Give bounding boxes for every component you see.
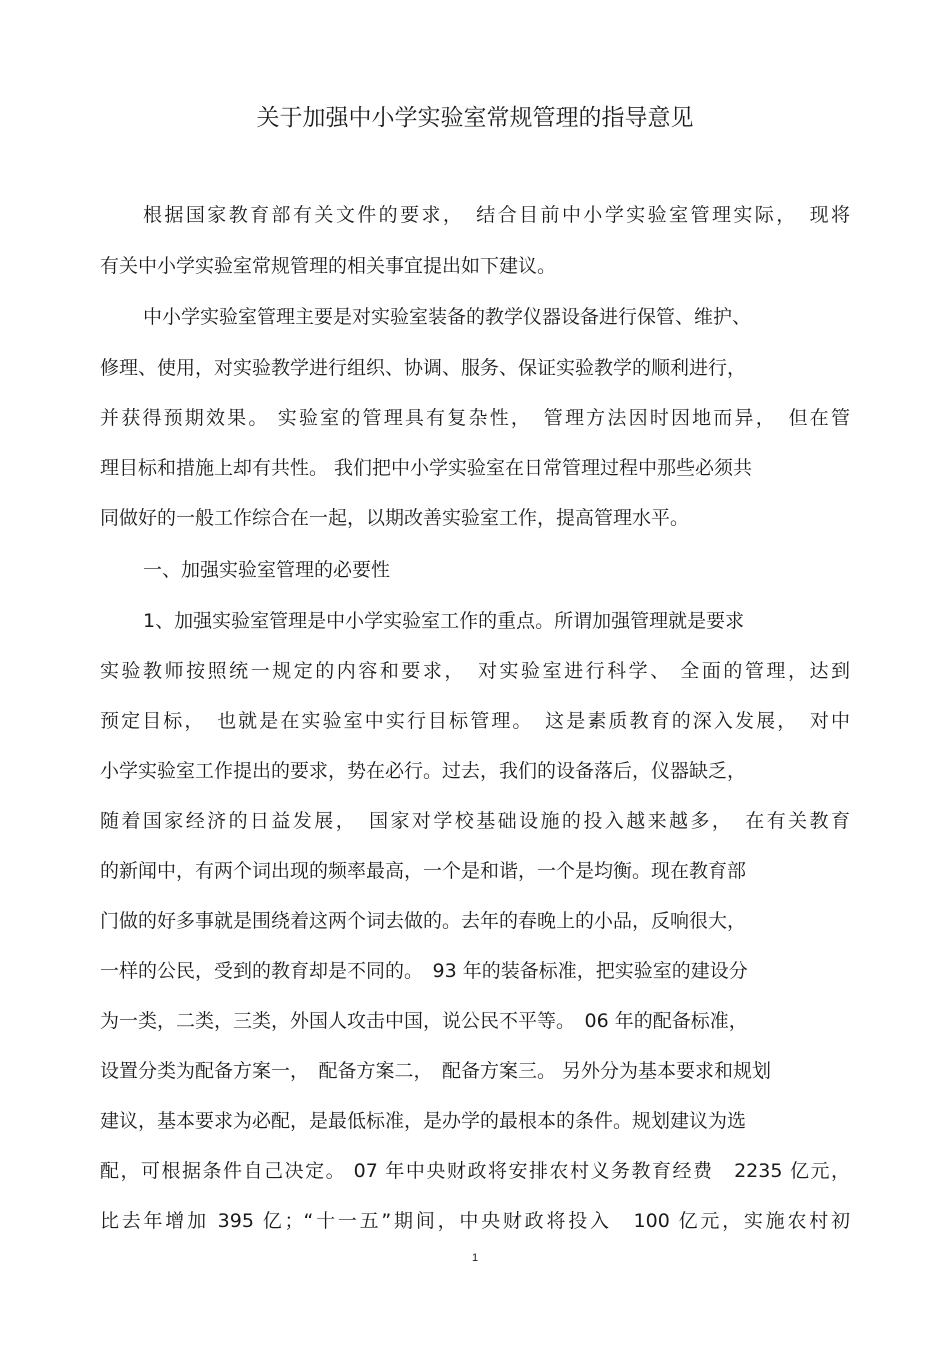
paragraph-line: 为一类，二类，三类，外国人攻击中国，说公民不平等。 06 年的配备标准， xyxy=(100,1010,748,1032)
paragraph-line: 一样的公民，受到的教育却是不同的。 93 年的装备标准，把实验室的建设分 xyxy=(100,960,748,982)
paragraph-line: 有关中小学实验室常规管理的相关事宜提出如下建议。 xyxy=(100,255,557,277)
paragraph-line: 理目标和措施上却有共性。 我们把中小学实验室在日常管理过程中那些必须共 xyxy=(100,457,753,479)
paragraph-line: 比去年增加 395 亿；“十一五”期间，中央财政将投入 100 亿元，实施农村初 xyxy=(100,1210,850,1232)
section-heading: 一、加强实验室管理的必要性 xyxy=(143,559,391,581)
paragraph-line: 小学实验室工作提出的要求，势在必行。过去，我们的设备落后，仪器缺乏， xyxy=(100,760,747,782)
paragraph-line: 配，可根据条件自己决定。 07 年中央财政将安排农村义务教育经费 2235 亿元， xyxy=(100,1160,850,1182)
paragraph-line: 设置分类为配备方案一， 配备方案二， 配备方案三。 另外分为基本要求和规划 xyxy=(100,1060,772,1082)
document-title: 关于加强中小学实验室常规管理的指导意见 xyxy=(256,105,694,131)
paragraph-line: 建议，基本要求为必配，是最低标准，是办学的最根本的条件。规划建议为选 xyxy=(100,1110,747,1132)
paragraph-line: 门做的好多事就是围绕着这两个词去做的。去年的春晚上的小品，反响很大， xyxy=(100,910,747,932)
paragraph-line: 实验教师按照统一规定的内容和要求， 对实验室进行科学、 全面的管理，达到 xyxy=(100,660,850,682)
page-number: 1 xyxy=(471,1252,479,1264)
paragraph-line: 同做好的一般工作综合在一起，以期改善实验室工作，提高管理水平。 xyxy=(100,507,690,529)
paragraph-line: 并获得预期效果。 实验室的管理具有复杂性， 管理方法因时因地而异， 但在管 xyxy=(100,407,850,429)
paragraph-line: 根据国家教育部有关文件的要求， 结合目前中小学实验室管理实际， 现将 xyxy=(143,204,850,226)
paragraph-line: 随着国家经济的日益发展， 国家对学校基础设施的投入越来越多， 在有关教育 xyxy=(100,810,850,832)
paragraph-line: 1、加强实验室管理是中小学实验室工作的重点。所谓加强管理就是要求 xyxy=(143,610,745,632)
paragraph-line: 的新闻中，有两个词出现的频率最高，一个是和谐，一个是均衡。现在教育部 xyxy=(100,860,747,882)
paragraph-line: 中小学实验室管理主要是对实验室装备的教学仪器设备进行保管、维护、 xyxy=(143,306,752,328)
paragraph-line: 预定目标， 也就是在实验室中实行目标管理。 这是素质教育的深入发展， 对中 xyxy=(100,710,850,732)
paragraph-line: 修理、使用，对实验教学进行组织、协调、服务、保证实验教学的顺利进行， xyxy=(100,357,747,379)
